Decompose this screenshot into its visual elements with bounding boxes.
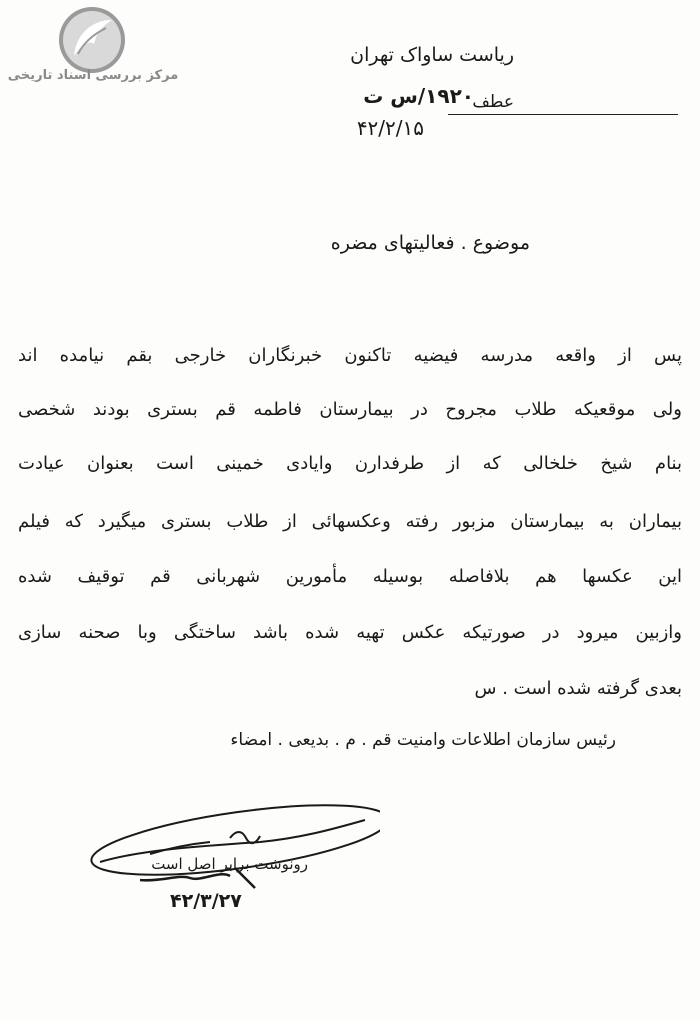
- body-line: ولی موقعیکه طلاب مجروح در بیمارستان فاطمه قم بستری بودند شخصی: [18, 399, 682, 420]
- body-line: بعدی گرفته شده است . س: [474, 678, 682, 699]
- sender-closing: رئیس سازمان اطلاعات وامنیت قم . م . بدیعی . امضاء: [230, 730, 616, 750]
- reference-number: ۱۹۲۰/س ت: [363, 84, 474, 108]
- copy-certification-note: رونوشت برابر اصل است: [151, 855, 308, 873]
- header-title: ریاست ساواک تهران: [350, 44, 514, 66]
- reference-label: عطف: [472, 92, 514, 112]
- body-line: این عکسها هم بلافاصله بوسیله مأمورین شهربانی قم توقیف شده: [18, 566, 682, 587]
- reference-underline: [448, 114, 678, 115]
- reference-date: ۴۲/۲/۱۵: [356, 116, 424, 140]
- watermark-text: مرکز بررسی اسناد تاریخی: [7, 68, 179, 83]
- body-line: پس از واقعه مدرسه فیضیه تاکنون خبرنگاران خارجی بقم نیامده اند: [18, 345, 682, 366]
- subject-line: موضوع . فعالیتهای مضره: [330, 232, 530, 254]
- body-line: بیماران به بیمارستان مزبور رفته وعکسهائی از طلاب بستری میگیرد که فیلم: [18, 511, 682, 532]
- archive-logo-icon: [56, 4, 128, 76]
- body-line: وازبین میرود در صورتیکه عکس تهیه شده باشد ساختگی وبا صحنه سازی: [18, 622, 682, 643]
- signature-date: ۴۲/۳/۲۷: [170, 890, 242, 912]
- body-line: بنام شیخ خلخالی که از طرفدارن وایادی خمینی است بعنوان عیادت: [18, 453, 682, 474]
